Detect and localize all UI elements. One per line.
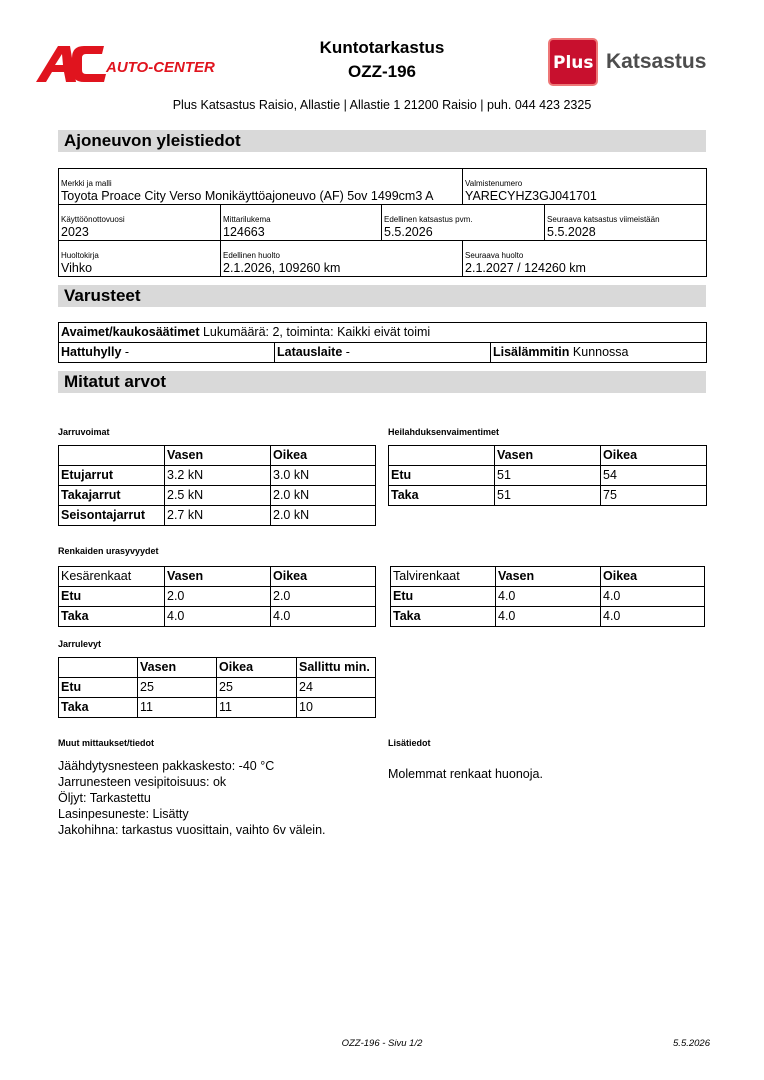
table-cell: Takajarrut bbox=[59, 486, 165, 506]
table-cell: 3.2 kN bbox=[165, 466, 271, 486]
table-cell: 10 bbox=[297, 698, 376, 718]
table-cell: 25 bbox=[217, 678, 297, 698]
summer-header-cell: Vasen bbox=[165, 567, 271, 587]
discs-header-cell: Oikea bbox=[217, 658, 297, 678]
table-cell: 2.0 bbox=[271, 587, 376, 607]
first-use-value: 2023 bbox=[61, 225, 89, 239]
discs-header-cell: Sallittu min. bbox=[297, 658, 376, 678]
make-cell bbox=[59, 169, 463, 205]
next-inspection-label: Seuraava katsastus viimeistään bbox=[547, 215, 660, 224]
winter-header-cell: Talvirenkaat bbox=[391, 567, 496, 587]
discs-header-cell: Vasen bbox=[138, 658, 217, 678]
table-cell: 51 bbox=[495, 466, 601, 486]
shocks-header-cell: Oikea bbox=[601, 446, 707, 466]
heater-cell bbox=[491, 343, 707, 363]
other-line: Jäähdytysnesteen pakkaskesto: -40 °C bbox=[58, 759, 275, 773]
table-row bbox=[59, 466, 376, 486]
table-cell: 4.0 bbox=[271, 607, 376, 627]
section-equipment: Varusteet bbox=[58, 285, 706, 307]
table-row bbox=[59, 678, 376, 698]
winter-header-cell: Oikea bbox=[601, 567, 705, 587]
shocks-header-cell bbox=[389, 446, 495, 466]
table-cell: 4.0 bbox=[165, 607, 271, 627]
table-cell: Taka bbox=[59, 607, 165, 627]
other-line: Öljyt: Tarkastettu bbox=[58, 791, 151, 805]
service-book-label: Huoltokirja bbox=[61, 251, 99, 260]
plate-number: OZZ-196 bbox=[347, 62, 417, 81]
prev-service-value: 2.1.2026, 109260 km bbox=[223, 261, 341, 275]
table-row bbox=[389, 466, 707, 486]
plus-katsastus-logo bbox=[548, 38, 728, 88]
table-cell: Seisontajarrut bbox=[59, 506, 165, 526]
hat-shelf-label: Hattuhylly bbox=[61, 345, 122, 359]
other-line: Jarrunesteen vesipitoisuus: ok bbox=[58, 775, 227, 789]
summer-tires-table bbox=[58, 566, 376, 627]
table-row bbox=[59, 506, 376, 526]
discs-header-row bbox=[59, 658, 376, 678]
footer-page: OZZ-196 - Sivu 1/2 bbox=[341, 1038, 423, 1049]
hat-shelf-value: - bbox=[124, 345, 130, 359]
brakes-header-cell bbox=[59, 446, 165, 466]
general-info-table bbox=[58, 168, 707, 277]
brakes-header-cell: Vasen bbox=[165, 446, 271, 466]
next-service-label: Seuraava huolto bbox=[465, 251, 524, 260]
table-cell: 24 bbox=[297, 678, 376, 698]
table-cell: Taka bbox=[59, 698, 138, 718]
table-cell: Etu bbox=[59, 678, 138, 698]
table-row bbox=[59, 607, 376, 627]
summer-header-cell: Oikea bbox=[271, 567, 376, 587]
table-cell: 11 bbox=[138, 698, 217, 718]
table-cell: Taka bbox=[391, 607, 496, 627]
charger-cell bbox=[275, 343, 491, 363]
shocks-table bbox=[388, 445, 707, 506]
make-value: Toyota Proace City Verso Monikäyttöajoneuvo (AF) 5ov 1499cm3 A bbox=[61, 189, 434, 203]
contact-line: Plus Katsastus Raisio, Allastie | Allastie 1 21200 Raisio | puh. 044 423 2325 bbox=[172, 98, 592, 112]
other-line: Jakohihna: tarkastus vuosittain, vaihto 6v välein. bbox=[58, 823, 326, 837]
extra-title: Lisätiedot bbox=[388, 738, 431, 748]
keys-value: Lukumäärä: 2, toiminta: Kaikki eivät toimi bbox=[202, 325, 431, 339]
table-row bbox=[59, 486, 376, 506]
next-service-cell bbox=[463, 241, 707, 277]
make-label: Merkki ja malli bbox=[61, 179, 112, 188]
discs-header-cell bbox=[59, 658, 138, 678]
table-cell: Etu bbox=[391, 587, 496, 607]
table-cell: 54 bbox=[601, 466, 707, 486]
other-measurements bbox=[58, 758, 378, 838]
brakes-title: Jarruvoimat bbox=[58, 427, 110, 437]
prev-inspection-value: 5.5.2026 bbox=[384, 225, 433, 239]
section-general: Ajoneuvon yleistiedot bbox=[58, 130, 706, 152]
next-inspection-cell bbox=[545, 205, 707, 241]
first-use-cell bbox=[59, 205, 221, 241]
table-cell: 25 bbox=[138, 678, 217, 698]
plus-badge bbox=[548, 38, 598, 86]
table-cell: 75 bbox=[601, 486, 707, 506]
equipment-table bbox=[58, 322, 707, 363]
winter-header-row bbox=[391, 567, 705, 587]
table-cell: 2.0 bbox=[165, 587, 271, 607]
table-cell: 4.0 bbox=[496, 607, 601, 627]
first-use-label: Käyttöönottovuosi bbox=[61, 215, 125, 224]
winter-header-cell: Vasen bbox=[496, 567, 601, 587]
tread-title: Renkaiden urasyvyydet bbox=[58, 546, 159, 556]
table-cell: 3.0 kN bbox=[271, 466, 376, 486]
discs-title: Jarrulevyt bbox=[58, 639, 102, 649]
keys-cell bbox=[59, 323, 707, 343]
charger-label: Latauslaite bbox=[277, 345, 343, 359]
shocks-header-row bbox=[389, 446, 707, 466]
table-cell: 4.0 bbox=[496, 587, 601, 607]
charger-value: - bbox=[345, 345, 350, 359]
service-book-cell bbox=[59, 241, 221, 277]
table-cell: 51 bbox=[495, 486, 601, 506]
table-cell: Taka bbox=[389, 486, 495, 506]
table-cell: 2.5 kN bbox=[165, 486, 271, 506]
brakes-header-cell: Oikea bbox=[271, 446, 376, 466]
prev-inspection-label: Edellinen katsastus pvm. bbox=[384, 215, 473, 224]
auto-center-logo-text: AUTO-CENTER bbox=[106, 59, 215, 76]
table-cell: 4.0 bbox=[601, 587, 705, 607]
summer-header-row bbox=[59, 567, 376, 587]
katsastus-logo-text: Katsastus bbox=[606, 50, 707, 73]
other-line: Lasinpesuneste: Lisätty bbox=[58, 807, 189, 821]
footer-date: 5.5.2026 bbox=[673, 1038, 710, 1049]
next-service-value: 2.1.2027 / 124260 km bbox=[465, 261, 586, 275]
heater-label: Lisälämmitin bbox=[493, 345, 570, 359]
table-row bbox=[389, 486, 707, 506]
vin-label: Valmistenumero bbox=[465, 179, 523, 188]
table-cell: Etujarrut bbox=[59, 466, 165, 486]
keys-label: Avaimet/kaukosäätimet bbox=[61, 325, 200, 339]
auto-center-logo bbox=[36, 44, 226, 86]
auto-center-logo-mark bbox=[36, 44, 226, 86]
vin-value: YARECYHZ3GJ041701 bbox=[465, 189, 597, 203]
section-measured: Mitatut arvot bbox=[58, 371, 706, 393]
table-row bbox=[391, 587, 705, 607]
plus-badge-text: Plus bbox=[553, 53, 594, 73]
table-cell: 2.0 kN bbox=[271, 506, 376, 526]
service-book-value: Vihko bbox=[61, 261, 93, 275]
other-title: Muut mittaukset/tiedot bbox=[58, 738, 154, 748]
vin-cell bbox=[463, 169, 707, 205]
table-cell: 2.7 kN bbox=[165, 506, 271, 526]
prev-service-label: Edellinen huolto bbox=[223, 251, 280, 260]
table-cell: 4.0 bbox=[601, 607, 705, 627]
table-cell: Etu bbox=[389, 466, 495, 486]
winter-tires-table bbox=[390, 566, 705, 627]
table-cell: 2.0 kN bbox=[271, 486, 376, 506]
shocks-title: Heilahduksenvaimentimet bbox=[388, 427, 500, 437]
table-cell: 11 bbox=[217, 698, 297, 718]
extra-info-text: Molemmat renkaat huonoja. bbox=[388, 767, 543, 781]
brakes-table bbox=[58, 445, 376, 526]
prev-inspection-cell bbox=[382, 205, 545, 241]
summer-header-cell: Kesärenkaat bbox=[59, 567, 165, 587]
table-row bbox=[59, 587, 376, 607]
heater-value: Kunnossa bbox=[572, 345, 629, 359]
table-cell: Etu bbox=[59, 587, 165, 607]
brakes-header-row bbox=[59, 446, 376, 466]
odometer-cell bbox=[221, 205, 382, 241]
next-inspection-value: 5.5.2028 bbox=[547, 225, 596, 239]
hat-shelf-cell bbox=[59, 343, 275, 363]
table-row bbox=[59, 698, 376, 718]
odometer-value: 124663 bbox=[223, 225, 265, 239]
shocks-header-cell: Vasen bbox=[495, 446, 601, 466]
table-row bbox=[391, 607, 705, 627]
odometer-label: Mittarilukema bbox=[223, 215, 271, 224]
prev-service-cell bbox=[221, 241, 463, 277]
brake-discs-table bbox=[58, 657, 376, 718]
page-title: Kuntotarkastus bbox=[319, 38, 445, 57]
